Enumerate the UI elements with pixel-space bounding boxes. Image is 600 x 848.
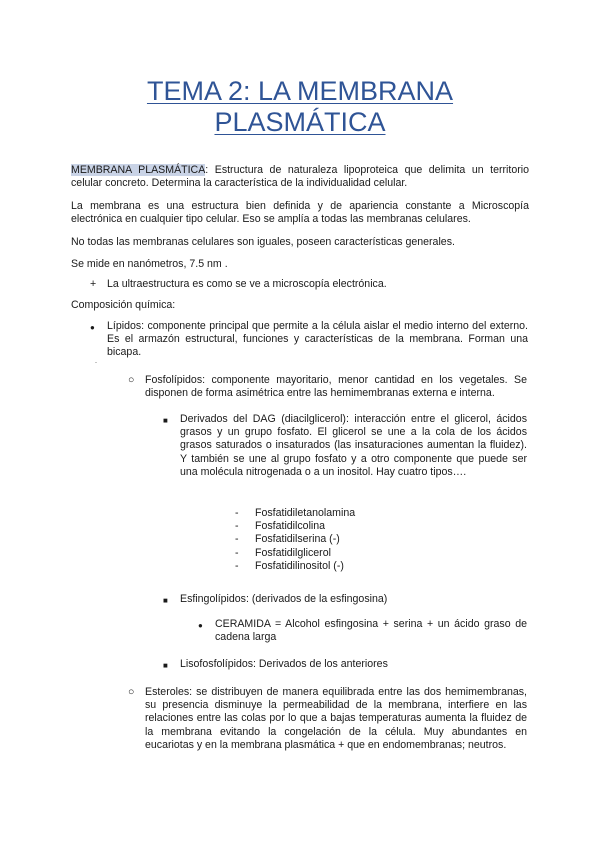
list-item: - Fosfatidilinositol (-) bbox=[235, 560, 435, 573]
intro-text: : Estructura de naturaleza lipoproteica que delimita un territorio celular concreto. Determina la característica de la individualidad celular. bbox=[71, 164, 529, 190]
square-bullet-dag: ■ bbox=[163, 416, 168, 425]
paragraph-structure: La membrana es una estructura bien definida y de apariencia constante a Microscopía electrónica en cualquier tipo celular. Eso se amplía a todas las membranas celulares. bbox=[71, 200, 529, 226]
intro-paragraph bbox=[71, 164, 529, 190]
phospholipid-types-list bbox=[235, 507, 435, 573]
plus-bullet: + bbox=[90, 278, 97, 290]
ceramida-item: CERAMIDA = Alcohol esfingosina + serina + un ácido graso de cadena larga bbox=[215, 618, 527, 644]
separator-mark: - bbox=[95, 360, 97, 366]
fosfolipidos-item: Fosfolípidos: componente mayoritario, menor cantidad en los vegetales. Se disponen de forma asimétrica entre las hemimembranas externa e interna. bbox=[145, 374, 527, 400]
title-line-1: TEMA 2: LA MEMBRANA bbox=[146, 76, 454, 106]
lisofosfolipidos-item: Lisofosfolípidos: Derivados de los anteriores bbox=[180, 658, 388, 670]
list-item: - Fosfatidiletanolamina bbox=[235, 507, 435, 520]
paragraph-types: No todas las membranas celulares son iguales, poseen características generales. bbox=[71, 236, 455, 248]
disc-bullet-lipidos: ● bbox=[90, 323, 95, 332]
composition-heading: Composición química: bbox=[71, 299, 176, 311]
list-item: - Fosfatidilserina (-) bbox=[235, 533, 435, 546]
disc-bullet-ceramida: ● bbox=[198, 621, 203, 630]
paragraph-size: Se mide en nanómetros, 7.5 nm . bbox=[71, 258, 228, 270]
page-title bbox=[70, 76, 530, 138]
esteroles-item: Esteroles: se distribuyen de manera equilibrada entre las dos hemimembranas, su presencia disminuye la permeabilidad de la membrana, interfiere en las relaciones entre las colas por lo que a bajas temperaturas aumenta la fluidez de la membrana evitando la congelación de la célula. Muy abundantes en eucariotas y en la membrana plasmática + que en endomembranas; neutros. bbox=[145, 686, 527, 751]
ultrastructure-note: La ultraestructura es como se ve a microscopía electrónica. bbox=[107, 278, 387, 290]
square-bullet-liso: ■ bbox=[163, 661, 168, 670]
circle-bullet-fosfolipidos: ○ bbox=[128, 374, 135, 386]
list-item: - Fosfatidilcolina bbox=[235, 520, 435, 533]
square-bullet-esfingo: ■ bbox=[163, 596, 168, 605]
highlighted-term: MEMBRANA PLASMÁTICA bbox=[71, 164, 206, 176]
circle-bullet-esteroles: ○ bbox=[128, 686, 135, 698]
title-line-2: PLASMÁTICA bbox=[214, 107, 386, 137]
lipidos-item: Lípidos: componente principal que permite a la célula aislar el medio interno del externo. Es el armazón estructural, funciones y características de la membrana. Forman una bicapa. bbox=[107, 320, 528, 359]
list-item: - Fosfatidilglicerol bbox=[235, 547, 435, 560]
esfingolipidos-item: Esfingolípidos: (derivados de la esfingosina) bbox=[180, 593, 388, 605]
dag-item: Derivados del DAG (diacilglicerol): interacción entre el glicerol, ácidos grasos y un grupo fosfato. El glicerol se une a la cola de los ácidos grasos saturados o insaturados (las insaturaciones aumentan la fluidez). Y también se une al grupo fosfato y a otro componente que puede ser una molécula nitrogenada o a un inositol. Hay cuatro tipos…. bbox=[180, 413, 527, 478]
